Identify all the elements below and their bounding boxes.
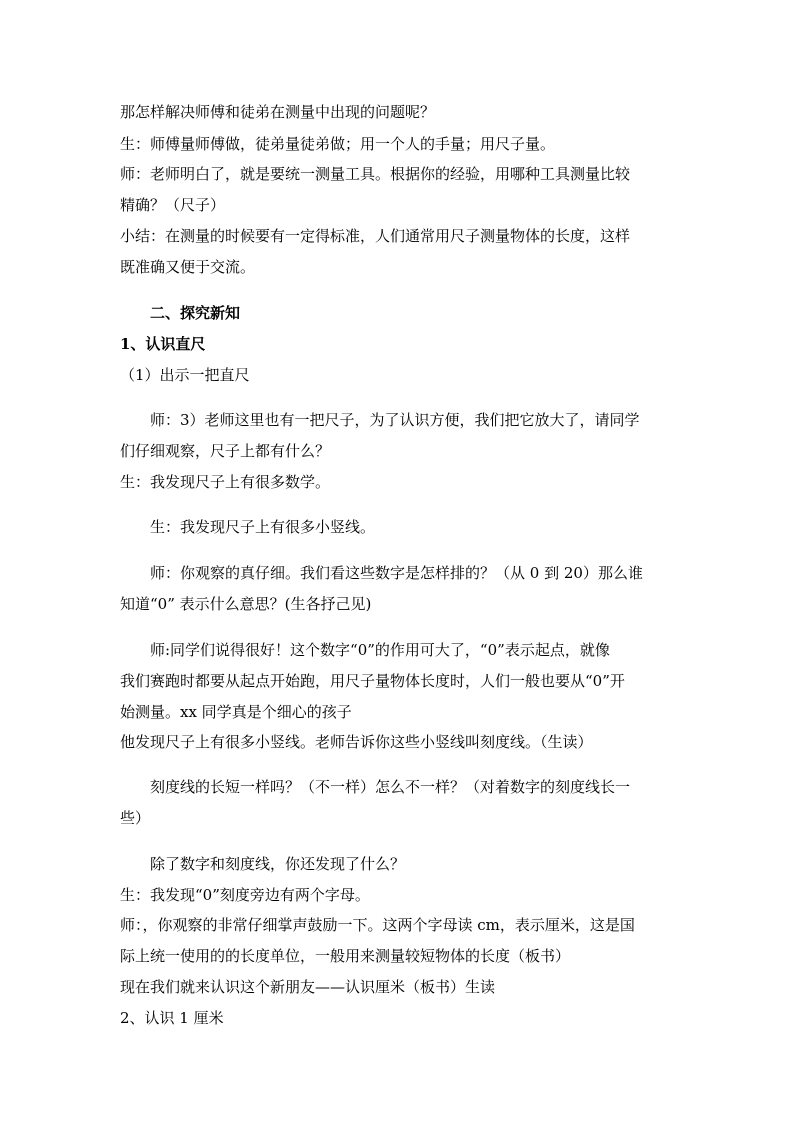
text-line: 际上统一使用的的长度单位，一般用来测量较短物体的长度（板书） (120, 947, 571, 965)
text-line: 生：我发现尺子上有很多数学。 (120, 473, 331, 491)
text-line: 他发现尺子上有很多小竖线。老师告诉你这些小竖线叫刻度线。（生读） (120, 733, 593, 751)
text-line: 2、认识 1 厘米 (120, 1009, 224, 1027)
text-line: 始测量。xx 同学真是个细心的孩子 (120, 703, 352, 721)
text-line: 师:同学们说得很好！这个数字“0”的作用可大了，“0”表示起点，就像 (150, 641, 610, 659)
text-line: 师：，你观察的非常仔细掌声鼓励一下。这两个字母读 cm，表示厘米，这是国 (120, 916, 635, 934)
text-line: 现在我们就来认识这个新朋友——认识厘米（板书）生读 (120, 978, 496, 996)
text-line: 们仔细观察，尺子上都有什么？ (120, 442, 331, 460)
section-heading: 二、探究新知 (150, 304, 241, 322)
text-line: 除了数字和刻度线，你还发现了什么？ (150, 855, 406, 873)
text-line: 知道“0” 表示什么意思？(生各抒己见) (120, 595, 372, 613)
text-line: 生：师傅量师傅做，徒弟量徒弟做；用一个人的手量；用尺子量。 (120, 135, 556, 153)
text-line: 些） (120, 809, 151, 827)
text-line: 那怎样解决师傅和徒弟在测量中出现的问题呢？ (120, 103, 436, 121)
text-line: 刻度线的长短一样吗？（不一样）怎么不一样？（对着数字的刻度线长一 (150, 778, 631, 796)
text-line: 师：老师明白了，就是要统一测量工具。根据你的经验，用哪种工具测量比较 (120, 165, 631, 183)
text-line: （1）出示一把直尺 (120, 366, 250, 384)
text-line: 生：我发现“0”刻度旁边有两个字母。 (120, 886, 370, 904)
text-line: 师：3）老师这里也有一把尺子，为了认识方便，我们把它放大了，请同学 (150, 411, 640, 429)
subsection-heading: 1、认识直尺 (120, 335, 206, 353)
text-line: 小结：在测量的时候要有一定得标准，人们通常用尺子测量物体的长度，这样 (120, 227, 631, 245)
text-line: 既准确又便于交流。 (120, 258, 256, 276)
text-line: 生：我发现尺子上有很多小竖线。 (150, 518, 376, 536)
text-line: 师：你观察的真仔细。我们看这些数字是怎样排的？（从 0 到 20）那么谁 (150, 564, 643, 582)
text-line: 我们赛跑时都要从起点开始跑，用尺子量物体长度时，人们一般也要从“0”开 (120, 672, 625, 690)
text-line: 精确？（尺子） (120, 196, 226, 214)
